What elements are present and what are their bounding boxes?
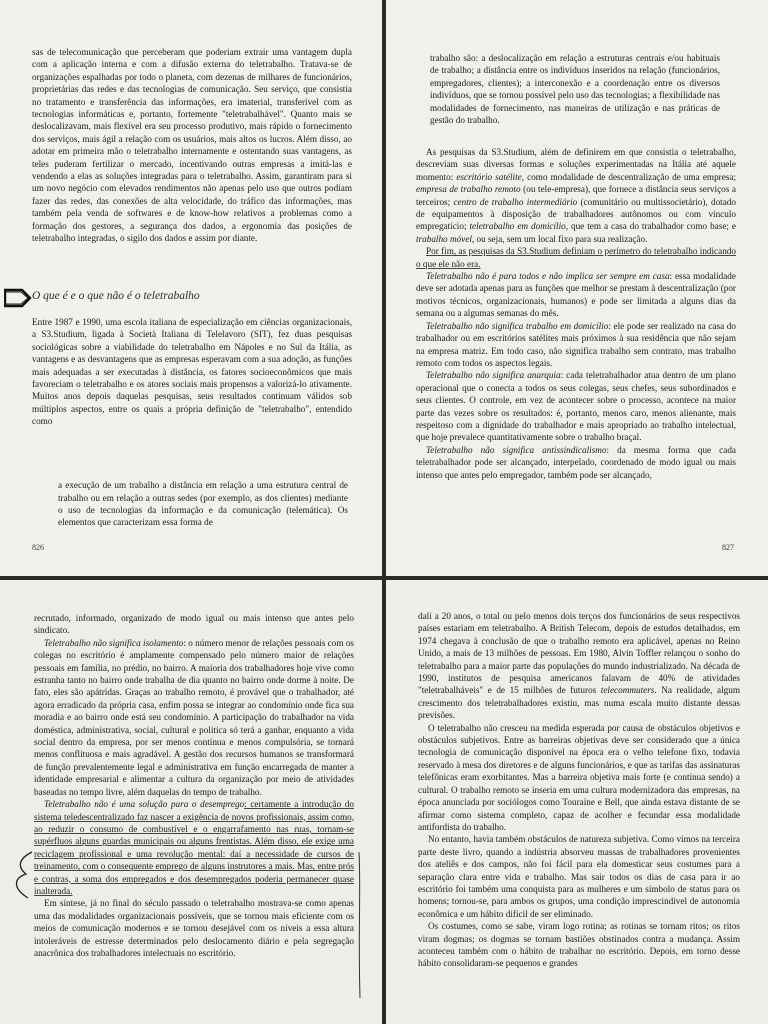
text-run: , que tem a casa do trabalhador como base; e — [565, 221, 736, 232]
paragraph: recrutado, informado, organizado de modo igual ou mais intenso que antes pelo sindicato. — [34, 613, 354, 636]
text-run: : cada teletrabalhador atua dentro de um plano operacional que o conecta a todos os seus colegas, seus chefes, seus subordinados e seus clientes. O controle, em vez de acontecer sobre o processo, acontece na maior parte das vezes sobre os resultados: é, portanto, menos caro, menos alienante, mais respeitoso com a dignidade do trabalhador e mais apropriado ao trabalho intelectual, que hoje prevalece quantitativamente sobre o trabalho braçal. — [416, 370, 736, 443]
paragraph: Os costumes, como se sabe, viram logo rotina; as rotinas se tornam ritos; os ritos viram dogmas; os dogmas se tornam bastiões obstinados contra a mudança. Assim aconteceu também com o hábito de trabalhar no escritório. Depois, em torno desse hábito consolidaram-se pequenos e grandes — [418, 921, 740, 969]
book-page-right-lower — [386, 580, 768, 1024]
paragraph — [34, 637, 354, 798]
italic-term: Teletrabalho não significa trabalho em domicílio — [426, 320, 609, 331]
text-column — [416, 146, 736, 481]
text-run: . Na realidade, algum crescimento dos teletrabalhadores existiu, mas numa escala muito distante dessas previsões. — [418, 685, 740, 721]
handwritten-margin-line — [356, 850, 364, 1000]
italic-term: empresa de trabalho remoto — [416, 184, 521, 195]
text-run: : essa modalidade deve ser adotada apenas para as funções que melhor se prestam à descentralização (por motivos técnicos, organizacionais, humanos) e pode ser limitada a alguns dias da semana ou a algumas semanas do mês. — [416, 271, 736, 319]
italic-term: Teletrabalho não é uma solução para o desemprego — [44, 799, 245, 810]
italic-term: Teletrabalho não significa anarquia — [426, 370, 561, 381]
text-run: : ele pode ser realizado na casa do trabalhador ou em escritórios satélites mais próximos à sua residência que não sejam na empresa matriz. Em todo caso, não significa trabalho sem contrato, mas trabalho remoto com todos os aspectos legais. — [416, 320, 736, 368]
text-run: (comunitário ou multissocietário), dotado de equipamentos à disposição de trabalhadores autônomos ou com vínculo empregatício; — [416, 196, 736, 232]
paragraph: Em síntese, já no final do século passado o teletrabalho mostrava-se como apenas uma das modalidades organizacionais possíveis, que se tornou mais eficiente com os meios de comunicação modernos e se tornou desejável com os níveis a essa altura intoleráveis de estresse determinados pelo deslocamento diário e pela segregação anacrônica dos trabalhadores intelectuais no escritório. — [34, 898, 354, 958]
page-number: 826 — [32, 543, 44, 552]
paragraph: Entre 1987 e 1990, uma escola italiana de especialização em ciências organizacionais, a S3.Studium, ligada à Società Italiana di Telelavoro (SIT), fez duas pesquisas sociológicas sobre a viabilidade do teletrabalho em Nápoles e no Sul da Itália, as vantagens e as desvantagens que as empresas esperavam com a sua adoção, as funções mais adequadas a ser executadas à distância, os fatores socioeconômicos que mais favoreciam o teletrabalho e os atores sociais mais propensos a valorizá-lo ativamente. Muitos anos depois daquelas pesquisas, seus resultados continuam válidos sob múltiplos aspectos, entre os quais a própria definição de "teletrabalho", entendido como — [32, 317, 352, 427]
italic-term: Teletrabalho não significa antissindicalismo — [426, 444, 607, 455]
paragraph: sas de telecomunicação que perceberam que poderiam extrair uma vantagem dupla com a aplicação interna e com a difusão externa do teletrabalho. Tratava-se de organizações espalhadas por todo o planeta, com dezenas de milhares de funcionários, proprietárias das redes e das tecnologias de comunicação. Seu serviço, que consistia no tratamento e transferência das informações, era imaterial, transferível com as tecnologias informáticas e, portanto, fortemente "teletrabalhável". Quanto mais se deslocalizavam, mais flexível era seu processo produtivo, mais rápido o fornecimento dos serviços, mais ágil a relação com os usuários, mais altos os lucros. Além disso, ao adotar em primeira mão o teletrabalho internamente e ostentando suas vantagens, as teles puderam fertilizar o mercado, incentivando outras empresas a imitá-las e vendendo a elas as soluções integradas para o teletrabalho. Assim, garantiram para si um novo negócio com elevados rendimentos não apenas pelo uso que outros podiam fazer das redes, das conexões de alta velocidade, do tráfico das informações, mas também pela venda de softwares e de know-how relativos a problemas como a formação dos gestores, a segurança dos dados, a ergonomia das posições de teletrabalho integradas, o sigilo dos dados e assim por diante. — [32, 47, 352, 244]
italic-term: telecommuters — [600, 685, 655, 696]
underlined-text: : certamente a introdução do sistema teledescentralizado faz nascer a exigência de novos profissionais, assim como, ao reduzir o consumo de combustível e o engarrafamento nas ruas, tornam-se supérfluos alguns guardas municipais ou alguns frentistas. Além disso, ele exige uma reciclagem profissional e uma revolução mental: daí a necessidade de cursos de treinamento, com o consequente emprego de alguns instrutores a mais. Mas, entre prós e contras, a soma dos empregados e dos desempregados poderia permanecer quase inalterada. — [34, 799, 354, 896]
section-heading: O que é e o que não é o teletrabalho — [32, 290, 200, 302]
text-run: : da mesma forma que cada teletrabalhador pode ser alcançado, interpelado, coordenado de modo igual ou mais intenso que antes pelo empregador, também pode ser alcançado, — [416, 444, 736, 480]
block-quote-continued — [430, 52, 720, 126]
underlined-text: Por fim, as pesquisas da S3.Studium definiam o perímetro do teletrabalho indicando o que ele não era. — [416, 246, 736, 269]
paragraph — [416, 245, 736, 270]
italic-term: escritório satélite — [456, 171, 522, 182]
text-column — [32, 46, 352, 245]
paragraph — [416, 369, 736, 443]
paragraph: O teletrabalho não cresceu na medida esperada por causa de obstáculos objetivos e obstáculos subjetivos. Entre as barreiras objetivas deve ser considerado que a única tecnologia de comunicação disponível na época era o velho telefone fixo, todavia reservado à mesa dos diretores e de alguns funcionários, e que as tarifas das assinaturas telefônicas eram exorbitantes. Mas a barreira objetiva mais forte (e contínua sendo) a cultural. O trabalho remoto se inseria em uma cultura modernizadora das empresas, na época anunciada por sociólogos como Touraine e Bell, que ainda estava distante de se afirmar como sistema completo, capaz de acolher e fecundar essa modalidade antifordista do trabalho. — [418, 722, 740, 832]
block-quote — [58, 470, 348, 538]
text-run: : o número menor de relações pessoais com os colegas no escritório é amplamente compensado pelo número maior de relações pessoais em família, no prédio, no bairro. A maioria dos trabalhadores hoje vive como estranha tanto no bairro onde trabalha de dia quanto no bairro onde dorme à noite. De fato, eles são apátridas. Graças ao trabalho remoto, é provável que o trabalhador, até agora erradicado da própria casa, enfim possa se integrar ao condomínio onde fica sua moradia e ao bairro onde está seu condomínio. A participação do trabalhador na vida doméstica, administrativa, social, cultural e política só terá a ganhar, enquanto a vida social dentro da empresa, por ser menos contínua e menos compulsória, se tornará menos conflituosa e mais agradável. A gestão dos recursos humanos se transformará de função prevalentemente legal e administrativa em função encarregada de manter a identidade empresarial e alimentar a cultura da organização por meio de atividades baseadas no tempo livre, além daquelas do tempo de trabalho. — [34, 637, 354, 797]
quote-text: trabalho são: a deslocalização em relação a estruturas centrais e/ou habituais de trabalho; a distância entre os indivíduos inseridos na relação (funcionários, empregadores, clientes); a interconexão e a coordenação entre os diversos indivíduos, que se tornou possível pelo uso das tecnologias; a flexibilidade nas modalidades de fornecimento, nas maneiras de utilização e nas práticas de gestão do trabalho. — [430, 53, 720, 126]
book-page-827 — [386, 0, 768, 576]
text-column — [32, 316, 352, 428]
text-column — [34, 612, 354, 959]
text-run: (ou tele-empresa), que fornece a distância seus serviços a terceiros; — [416, 184, 736, 207]
italic-term: trabalho móvel — [416, 233, 472, 244]
text-run: , como modalidade de descentralização de uma empresa; — [521, 171, 737, 182]
paragraph — [416, 146, 736, 245]
paragraph — [34, 798, 354, 897]
book-page-left-lower — [0, 580, 382, 1024]
italic-term: centro de trabalho intermediário — [453, 196, 578, 207]
page-number: 827 — [722, 543, 734, 552]
text-column — [418, 610, 740, 970]
book-page-826 — [0, 0, 382, 576]
text-run: dali a 20 anos, o total ou pelo menos dois terços dos funcionários de seus respectivos países estariam em teletrabalho. A British Telecom, depois de estudos detalhados, em 1974 chegava à conclusão de que o trabalho remoto era aplicável, apenas no Reino Unido, a mais de 13 milhões de pessoas. Em 1980, Alvin Toffler relançou o sonho do teletrabalho para a maior parte das populações do mundo industrializado. Na década de 1990, institutos de pesquisa americanos falavam de 40% de atividades "teletrabalháveis" e de 15 milhões de futuros — [418, 611, 740, 696]
italic-term: teletrabalho em domicílio — [469, 221, 566, 232]
section-heading-block — [0, 286, 382, 310]
paragraph — [416, 270, 736, 320]
text-run: As pesquisas da S3.Studium, além de definirem em que consistia o teletrabalho, descreviam suas diversas formas e soluções experimentadas na Itália até aquele momento: — [416, 147, 736, 182]
quote-text: a execução de um trabalho a distância em relação a uma estrutura central de trabalho ou em relação a outras sedes (por exemplo, as dos clientes) mediante o uso de tecnologias da informação e da comunicação (telemática). Os elementos que caracterizam essa forma de — [58, 480, 348, 528]
text-run: , ou seja, sem um local fixo para sua realização. — [471, 233, 648, 244]
paragraph — [416, 444, 736, 481]
handwritten-bracket-mark — [6, 848, 36, 908]
italic-term: Teletrabalho não significa isolamento — [44, 637, 184, 648]
paragraph — [418, 610, 740, 722]
italic-term: Teletrabalho não é para todos e não implica ser sempre em casa — [426, 271, 670, 282]
paragraph — [416, 320, 736, 370]
paragraph: No entanto, havia também obstáculos de natureza subjetiva. Como vimos na terceira parte deste livro, quando a indústria absorveu massas de trabalhadores provenientes dos ateliês e dos campos, não foi fácil para ela domesticar seus costumes para a separação clara entre vida e trabalho. Mas sair todos os dias de casa para ir ao escritório foi também uma conquista para as mulheres e um símbolo de status para os homens; tornou-se, para ambos os grupos, uma condição imprescindível de autonomia econômica e um hábito difícil de ser eliminado. — [418, 834, 740, 919]
hand-drawn-arrow-icon — [4, 286, 34, 310]
